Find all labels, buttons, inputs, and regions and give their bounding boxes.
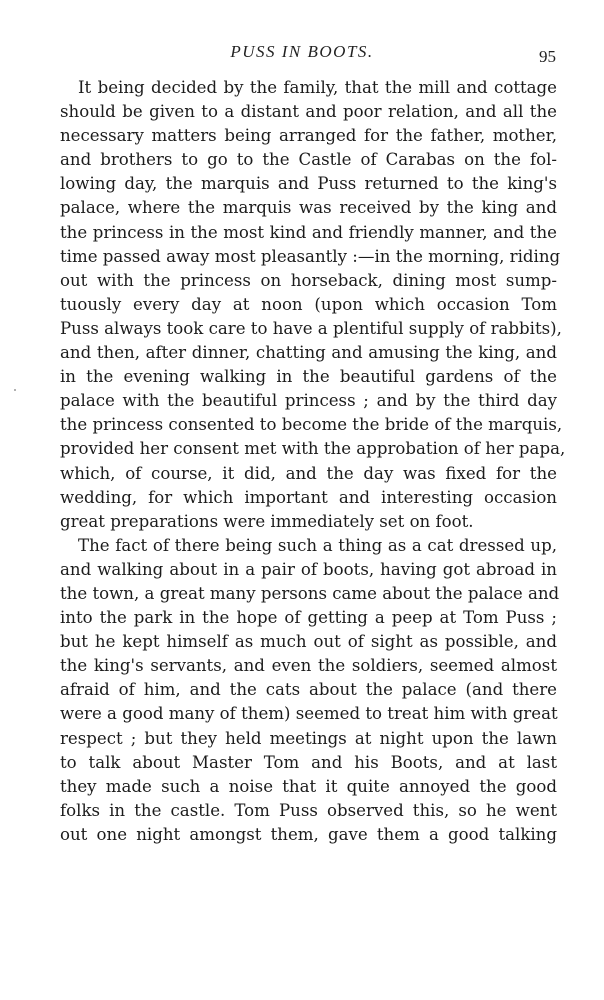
text-line: they made such a noise that it quite annoyed the good — [60, 776, 557, 796]
text-line: tuously every day at noon (upon which occasion Tom — [60, 294, 557, 314]
text-line: The fact of there being such a thing as a cat dressed up, — [78, 535, 557, 555]
running-title: PUSS IN BOOTS. — [230, 42, 374, 61]
text-line: but he kept himself as much out of sight as possible, and — [60, 632, 557, 652]
text-line: and brothers to go to the Castle of Carabas on the fol- — [60, 150, 557, 170]
text-line: were a good many of them) seemed to treat him with great — [60, 704, 558, 724]
text-line: into the park in the hope of getting a peep at Tom Puss ; — [60, 608, 557, 628]
text-line: palace, where the marquis was received by the king and — [60, 198, 557, 218]
text-line: the town, a great many persons came about the palace and — [60, 583, 560, 603]
text-line: to talk about Master Tom and his Boots, and at last — [60, 752, 557, 772]
text-line: It being decided by the family, that the mill and cottage — [78, 78, 557, 97]
text-line: which, of course, it did, and the day was fixed for the — [60, 463, 557, 483]
page-number: 95 — [539, 47, 556, 66]
margin-speck — [14, 389, 16, 391]
text-line: afraid of him, and the cats about the palace (and there — [60, 680, 557, 700]
text-line: necessary matters being arranged for the father, mother, — [60, 126, 557, 146]
text-line: the king's servants, and even the soldiers, seemed almost — [60, 656, 557, 676]
text-line: provided her consent met with the approbation of her papa, — [60, 439, 566, 459]
text-line: in the evening walking in the beautiful gardens of the — [60, 367, 557, 387]
text-line: the princess consented to become the bride of the marquis, — [60, 415, 563, 435]
text-line: should be given to a distant and poor relation, and all the — [60, 102, 557, 122]
text-line: lowing day, the marquis and Puss returned to the king's — [60, 174, 557, 194]
body-text — [60, 76, 566, 847]
text-line: and walking about in a pair of boots, having got abroad in — [60, 559, 557, 579]
text-line: palace with the beautiful princess ; and by the third day — [60, 391, 557, 411]
text-line: out with the princess on horseback, dining most sump- — [60, 270, 557, 290]
text-line: respect ; but they held meetings at night upon the lawn — [60, 728, 557, 748]
text-line: folks in the castle. Tom Puss observed this, so he went — [60, 800, 557, 820]
text-line: Puss always took care to have a plentiful supply of rabbits), — [60, 318, 562, 338]
text-line: time passed away most pleasantly :—in the morning, riding — [60, 246, 561, 266]
text-line: the princess in the most kind and friendly manner, and the — [60, 222, 557, 242]
text-line: wedding, for which important and interesting occasion — [60, 487, 557, 507]
text-line: and then, after dinner, chatting and amusing the king, and — [60, 343, 557, 363]
text-line: out one night amongst them, gave them a good talking — [60, 824, 557, 844]
text-line: great preparations were immediately set on foot. — [60, 511, 474, 531]
